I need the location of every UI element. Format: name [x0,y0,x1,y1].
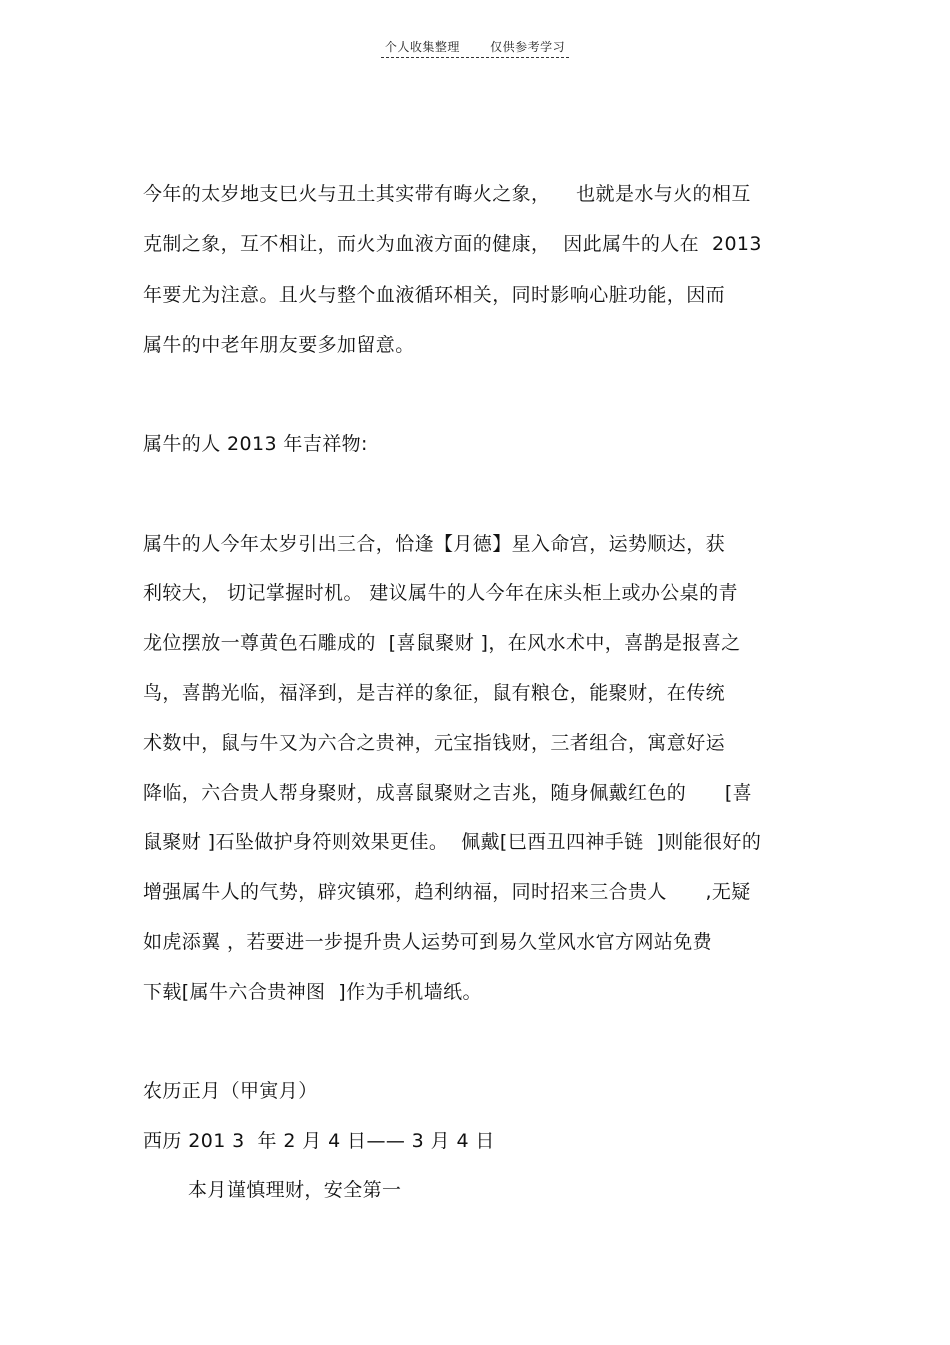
paragraph-2-line-7: 鼠聚财 ]石坠做护身符则效果更佳。 佩戴[巳酉丑四神手链 ]则能很好的 [143,831,762,853]
paragraph-2-line-5: 术数中，鼠与牛又为六合之贵神，元宝指钱财，三者组合，寓意好运 [143,732,726,754]
paragraph-2-line-1: 属牛的人今年太岁引出三合，恰逢【月德】星入命宫，运势顺达，获 [143,533,726,555]
paragraph-2-line-10: 下载[属牛六合贵神图 ]作为手机墙纸。 [143,981,482,1003]
paragraph-1-line-4: 属牛的中老年朋友要多加留意。 [143,334,415,356]
lunar-month-title: 农历正月（甲寅月） [143,1080,318,1102]
paragraph-1-line-2: 克制之象，互不相让，而火为血液方面的健康， 因此属牛的人在 2013 [143,233,762,255]
solar-date-range: 西历 201 3 年 2 月 4 日—— 3 月 4 日 [143,1130,495,1152]
header-left: 个人收集整理 [384,40,460,54]
section-heading: 属牛的人 2013 年吉祥物: [143,433,368,455]
header-text [381,38,569,58]
paragraph-2-line-6: 降临，六合贵人帮身聚财，成喜鼠聚财之吉兆，随身佩戴红色的 [喜 [143,782,753,804]
paragraph-2-line-8: 增强属牛人的气势，辟灾镇邪，趋利纳福，同时招来三合贵人 ,无疑 [143,881,751,903]
paragraph-1-line-3: 年要尤为注意。且火与整个血液循环相关，同时影响心脏功能，因而 [143,284,726,306]
header-right: 仅供参考学习 [490,40,566,54]
paragraph-2-line-9: 如虎添翼 ，若要进一步提升贵人运势可到易久堂风水官方网站免费 [143,931,713,953]
month-note: 本月谨慎理财，安全第一 [188,1179,402,1201]
paragraph-1-line-1: 今年的太岁地支巳火与丑土其实带有晦火之象， 也就是水与火的相互 [143,183,751,205]
paragraph-2-line-4: 鸟，喜鹊光临，福泽到，是吉祥的象征，鼠有粮仓，能聚财，在传统 [143,682,726,704]
paragraph-2-line-3: 龙位摆放一尊黄色石雕成的 [喜鼠聚财 ]，在风水术中，喜鹊是报喜之 [143,632,741,654]
page-header [0,38,950,58]
paragraph-2-line-2: 利较大， 切记掌握时机。 建议属牛的人今年在床头柜上或办公桌的青 [143,582,738,604]
